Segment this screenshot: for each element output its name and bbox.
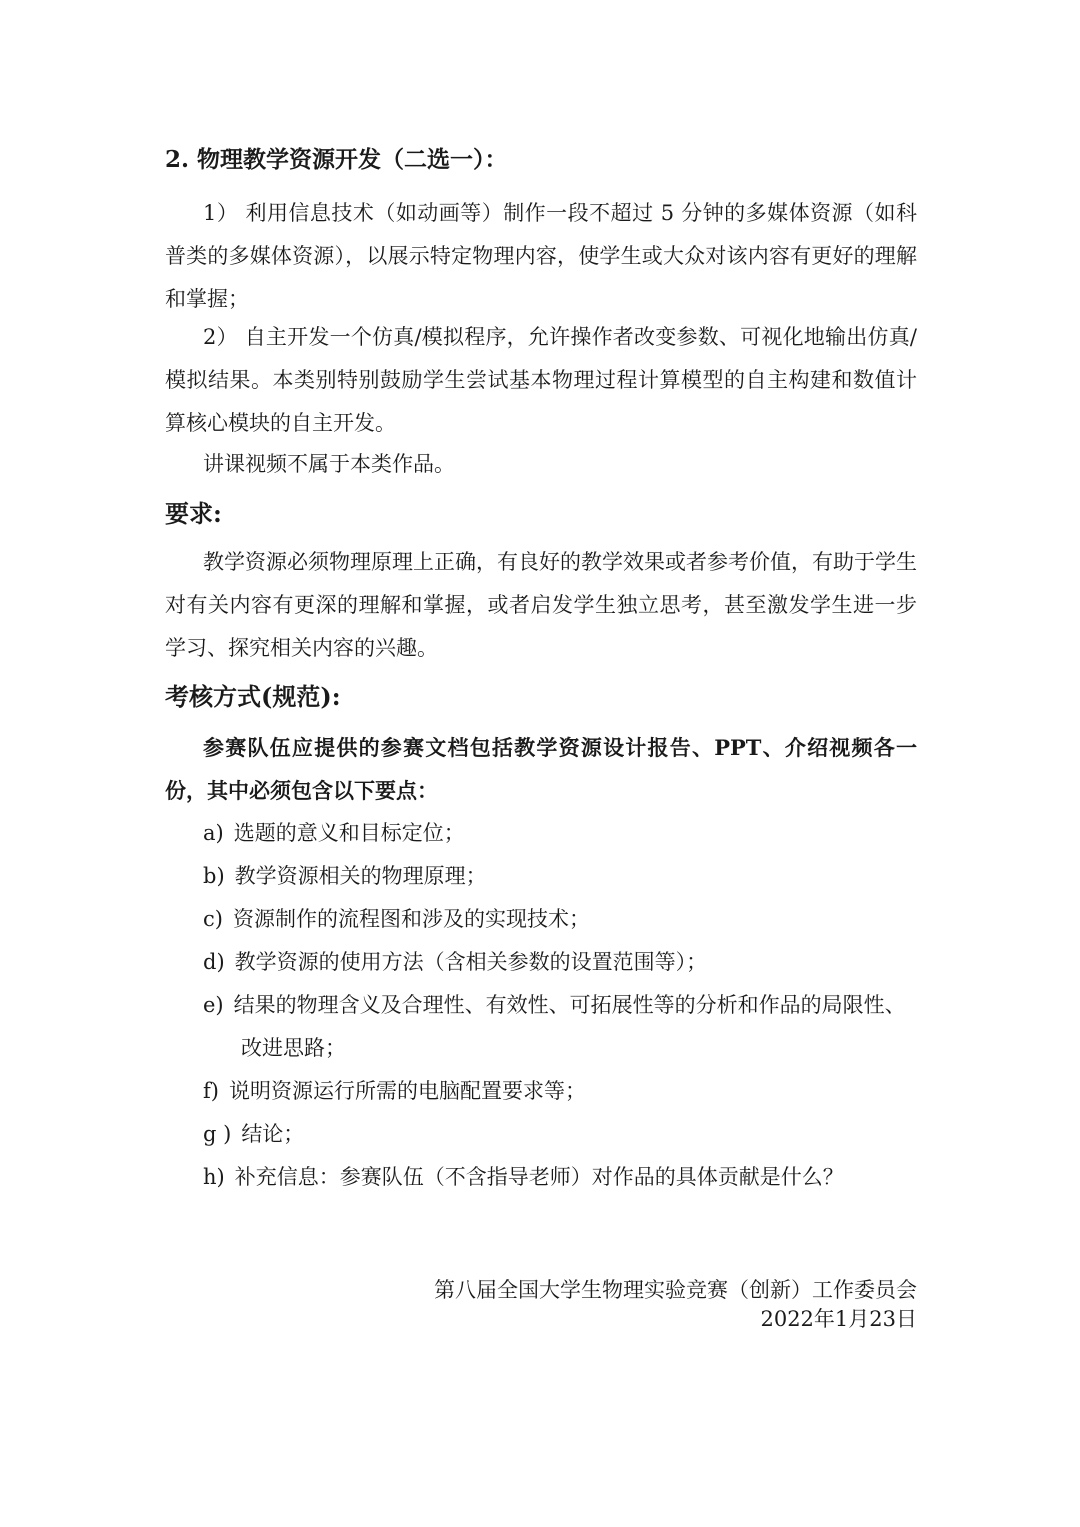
section-heading: 2. 物理教学资源开发（二选一）： [165, 146, 508, 173]
signature-block [380, 1276, 917, 1334]
list-marker: d) [203, 950, 225, 974]
list-item-text: 教学资源相关的物理原理； [234, 864, 487, 888]
list-item [203, 898, 917, 941]
option-1: 1） 利用信息技术（如动画等）制作一段不超过 5 分钟的多媒体资源（如科普类的多媒体资源），以展示特定物理内容，使学生或大众对该内容有更好的理解和掌握； [165, 201, 917, 311]
list-item [203, 1156, 917, 1199]
list-item [203, 855, 917, 898]
list-item-text: 教学资源的使用方法（含相关参数的设置范围等）； [234, 950, 708, 974]
list-item-text: 选题的意义和目标定位； [233, 821, 465, 845]
assessment-heading: 考核方式(规范): [165, 682, 341, 711]
list-marker: e) [203, 993, 224, 1017]
list-item [203, 1113, 917, 1156]
list-marker: b) [203, 864, 225, 888]
note-text: 讲课视频不属于本类作品。 [203, 452, 455, 476]
list-marker: f) [203, 1079, 219, 1103]
list-marker: h) [203, 1165, 225, 1189]
list-item [203, 984, 917, 1070]
list-item-text: 结论； [241, 1122, 305, 1146]
list-item-text: 资源制作的流程图和涉及的实现技术； [232, 907, 590, 931]
list-item-text: 结果的物理含义及合理性、有效性、可拓展性等的分析和作品的局限性、改进思路； [233, 993, 906, 1060]
assessment-intro: 参赛队伍应提供的参赛文档包括教学资源设计报告、PPT、介绍视频各一份，其中必须包含以下要点： [165, 735, 917, 803]
list-item [203, 1070, 917, 1113]
option-2: 2） 自主开发一个仿真/模拟程序，允许操作者改变参数、可视化地输出仿真/模拟结果。本类别特别鼓励学生尝试基本物理过程计算模型的自主构建和数值计算核心模块的自主开发。 [165, 325, 917, 435]
list-marker: g ) [203, 1122, 232, 1146]
requirements-text: 教学资源必须物理原理上正确，有良好的教学效果或者参考价值，有助于学生对有关内容有更深的理解和掌握，或者启发学生独立思考，甚至激发学生进一步学习、探究相关内容的兴趣。 [165, 550, 917, 660]
list-marker: a) [203, 821, 224, 845]
requirements-heading: 要求: [165, 499, 222, 528]
assessment-list [203, 812, 917, 1199]
footer-organization: 第八届全国大学生物理实验竞赛（创新）工作委员会 [434, 1278, 917, 1302]
list-item-text: 补充信息：参赛队伍（不含指导老师）对作品的具体贡献是什么？ [234, 1165, 844, 1189]
list-item-text: 说明资源运行所需的电脑配置要求等； [228, 1079, 586, 1103]
list-item [203, 812, 917, 855]
list-item [203, 941, 917, 984]
footer-date: 2022年1月23日 [760, 1307, 917, 1331]
list-marker: c) [203, 907, 223, 931]
